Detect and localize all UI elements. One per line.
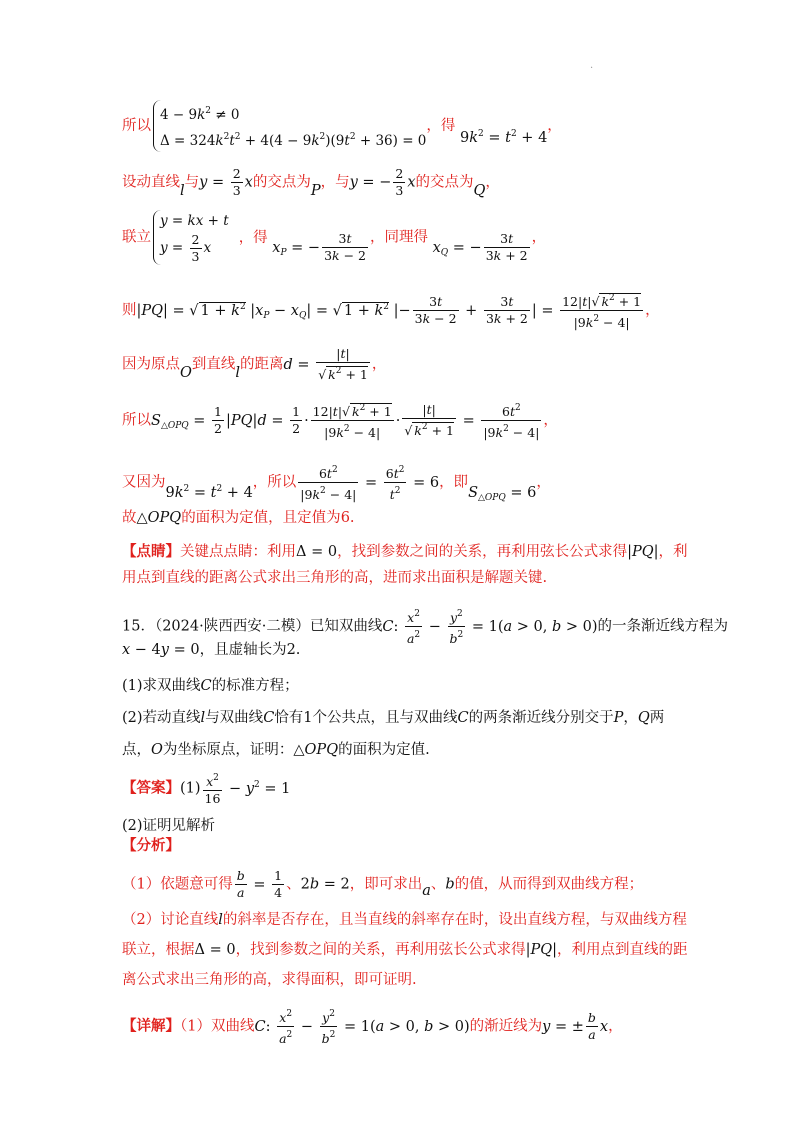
line-chord-length: 则|PQ| = √ $1 + k^2$ $|x_P - x_Q|$ = √ $1 + k^2$ |− $\frac{3t}{3k - 2}$ + $\frac{3t}{3k + 2}$ | = $\frac{12|t|√ k^2 + 1}{|9k^2 - 4|}$ ，: [122, 290, 660, 331]
problem-15-q3: 点，O为坐标原点，证明：△OPQ的面积为定值.: [122, 742, 430, 758]
analysis-tag: 【分析】: [122, 837, 180, 854]
problem-15-line-1: 15．（2024·陕西西安·二模）已知双曲线C: $\frac{x^2}{a^2}$ − $\frac{y^2}{b^2}$ = 1(a > 0, b > 0)的一条渐近线方程为: [122, 606, 728, 647]
answer-line-1: 【答案】(1) $\frac{x^2}{16}$ − $y^2 = 1$: [122, 770, 290, 807]
analysis-p1: （1）依题意可得 $\frac{b}{a}$ = $\frac{1}{4}$ 、2b = 2，即可求出a、b的值，从而得到双曲线方程；: [122, 868, 644, 900]
line-system-delta: 所以 $4 - 9k^2 \ne 0$ $\Delta = 324k^2t^2 + 4(4 - 9k^2)(9t^2 + 36) = 0$ ，得 $9k^2 = t^2 + 4$，: [122, 100, 562, 152]
analysis-p4: 离公式求出三角形的高，求得面积，即可证明.: [122, 972, 417, 988]
dianjing-line-1: 【点睛】关键点点睛：利用Δ = 0，找到参数之间的关系，再利用弦长公式求得|PQ|，利: [122, 543, 688, 560]
line-area: 所以$S_{\triangle OPQ}$ = $\frac{1}{2}$ |PQ|d = $\frac{1}{2}$ · $\frac{12|t|√ k^2 + 1}{|9k^2 - 4|}$ · $\frac{|t|}{√ k^2 + 1}$ = $\frac{6t^2}{|9k^2 - 4|}$ ，: [122, 402, 558, 440]
line-substitute: 又因为$9k^2 = t^2 + 4$，所以 $\frac{6t^2}{|9k^2 - 4|}$ = $\frac{6t^2}{t^2}$ = 6，即$S_{\triangle OPQ} = 6$，: [122, 462, 551, 503]
line-combine: 联立 y = kx + t y = $\frac{2}{3}$ x ，得 $x_P$ = − $\frac{3t}{3k - 2}$ ，同理得 $x_Q$ = − $\frac{3t}{3k + 2}$ ，: [122, 210, 546, 265]
analysis-p2: （2）讨论直线l的斜率是否存在，且当直线的斜率存在时，设出直线方程，与双曲线方程: [122, 912, 687, 928]
line-conclusion: 故△OPQ的面积为定值，且定值为6.: [122, 510, 355, 526]
problem-15-q2: (2)若动直线l与双曲线C恰有1个公共点，且与双曲线C的两条渐近线分别交于P，Q两: [122, 710, 665, 726]
dianjing-line-2: 用点到直线的距离公式求出三角形的高，进而求出面积是解题关键.: [122, 570, 548, 586]
answer-line-2: (2)证明见解析: [122, 818, 216, 834]
detail-line-1: 【详解】（1）双曲线C: $\frac{x^2}{a^2}$ − $\frac{y^2}{b^2}$ = 1(a > 0, b > 0)的渐近线为y = ± $\frac{b}{a}$ x，: [122, 1006, 623, 1047]
problem-15-q1: (1)求双曲线C的标准方程；: [122, 678, 299, 694]
line-moving-line: 设动直线l与y = $\frac{2}{3}$ x的交点为P，与y = − $\frac{2}{3}$ x的交点为Q，: [122, 166, 500, 199]
problem-15-line-2: x − 4y = 0，且虚轴长为2.: [122, 642, 301, 658]
line-distance: 因为原点O到直线l的距离d = $\frac{|t|}{√ k^2 + 1}$ ，: [122, 346, 387, 382]
analysis-p3: 联立，根据Δ = 0，找到参数之间的关系，再利用弦长公式求得|PQ|，利用点到直线的距: [122, 942, 688, 958]
header-mark: .: [590, 60, 594, 71]
